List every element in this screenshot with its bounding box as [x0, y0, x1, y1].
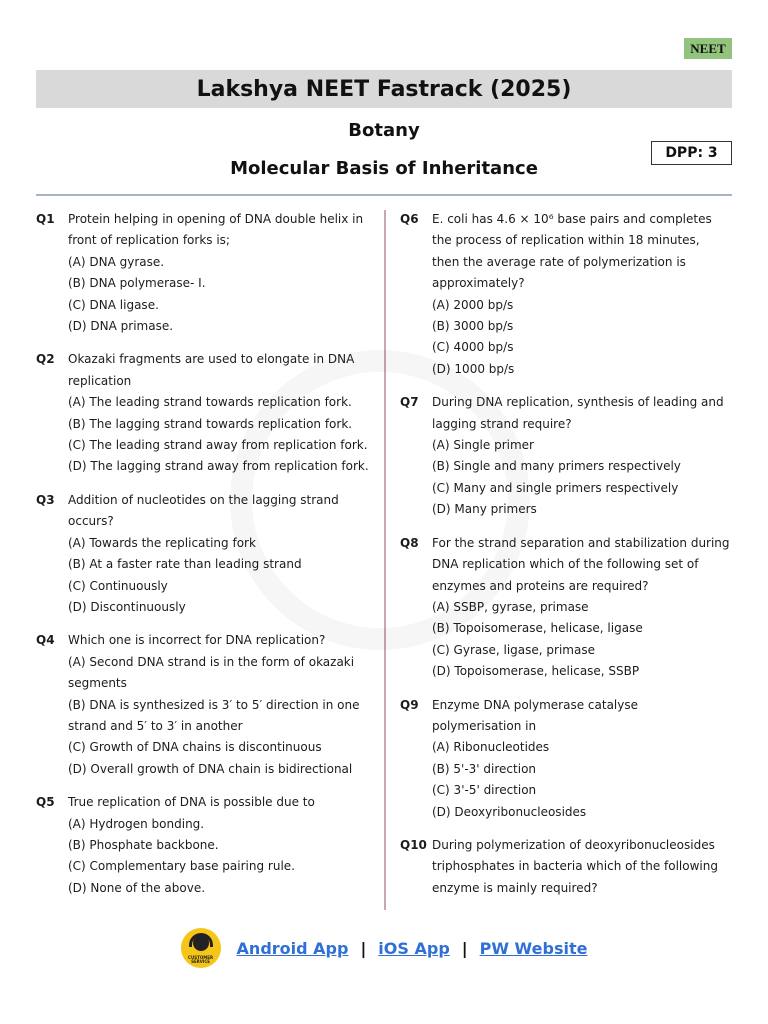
- answer-option: (B) Single and many primers respectively: [432, 459, 681, 474]
- question-q5: [36, 792, 372, 899]
- question-q8: [400, 533, 730, 683]
- chapter-heading: Molecular Basis of Inheritance: [230, 158, 538, 179]
- question-text: Okazaki fragments are used to elongate in DNA replication: [68, 352, 355, 388]
- answer-option: (A) Hydrogen bonding.: [68, 816, 205, 831]
- answer-option: (B) At a faster rate than leading strand: [68, 557, 302, 572]
- question-body: [68, 792, 372, 899]
- question-body: [432, 209, 730, 380]
- answer-option: (B) Phosphate backbone.: [68, 837, 219, 852]
- answer-option: (A) SSBP, gyrase, primase: [432, 599, 589, 614]
- separator: |: [360, 938, 367, 958]
- answer-option: (C) Growth of DNA chains is discontinuous: [68, 740, 322, 755]
- ios-app-link[interactable]: iOS App: [378, 938, 450, 958]
- answer-option: (D) Deoxyribonucleosides: [432, 804, 587, 819]
- answer-option: (D) Overall growth of DNA chain is bidirectional: [68, 761, 353, 776]
- answer-option: (B) DNA polymerase- I.: [68, 276, 206, 291]
- question-number: Q3: [36, 492, 55, 507]
- page-title: Lakshya NEET Fastrack (2025): [36, 70, 732, 108]
- answer-option: (B) DNA is synthesized is 3′ to 5′ direction in one strand and 5′ to 3′ in another: [68, 697, 360, 733]
- answer-option: (C) The leading strand away from replication fork.: [68, 438, 368, 453]
- question-body: [68, 490, 372, 618]
- dpp-box: DPP: 3: [651, 141, 732, 165]
- answer-option: (C) Continuously: [68, 578, 168, 593]
- question-body: [432, 392, 730, 520]
- answer-option: (D) Discontinuously: [68, 599, 186, 614]
- right-column: [400, 209, 730, 911]
- answer-option: (C) Gyrase, ligase, primase: [432, 642, 595, 657]
- question-text: During polymerization of deoxyribonucleosides triphosphates in bacteria which of the following enzyme is mainly required?: [432, 837, 718, 895]
- question-text: Enzyme DNA polymerase catalyse polymerisation in: [432, 697, 638, 733]
- footer-links: [0, 926, 768, 970]
- answer-option: (D) The lagging strand away from replication fork.: [68, 459, 369, 474]
- answer-option: (D) Many primers: [432, 502, 537, 517]
- question-body: [68, 630, 372, 780]
- answer-option: (B) Topoisomerase, helicase, ligase: [432, 621, 643, 636]
- answer-option: (A) Ribonucleotides: [432, 740, 550, 755]
- question-text: Which one is incorrect for DNA replication?: [68, 633, 326, 648]
- header-divider: [36, 194, 732, 196]
- answer-option: (B) 5'-3' direction: [432, 761, 537, 776]
- question-number: Q9: [400, 697, 419, 712]
- question-body: [432, 533, 730, 683]
- question-number: Q2: [36, 352, 55, 367]
- answer-option: (A) Single primer: [432, 438, 534, 453]
- question-q9: [400, 695, 730, 823]
- question-text: True replication of DNA is possible due to: [68, 795, 315, 810]
- question-number: Q10: [400, 837, 427, 852]
- question-number: Q7: [400, 395, 419, 410]
- question-body: [68, 209, 372, 337]
- question-q7: [400, 392, 730, 520]
- answer-option: (D) 1000 bp/s: [432, 361, 515, 376]
- answer-option: (A) 2000 bp/s: [432, 297, 514, 312]
- answer-option: (D) DNA primase.: [68, 319, 174, 334]
- question-q3: [36, 490, 372, 618]
- answer-option: (C) DNA ligase.: [68, 297, 159, 312]
- question-number: Q5: [36, 795, 55, 810]
- answer-option: (D) None of the above.: [68, 880, 206, 895]
- question-body: [432, 835, 730, 899]
- answer-option: (B) 3000 bp/s: [432, 319, 514, 334]
- customer-service-icon[interactable]: [181, 928, 221, 968]
- separator: |: [461, 938, 468, 958]
- question-text: Addition of nucleotides on the lagging strand occurs?: [68, 492, 339, 529]
- question-number: Q1: [36, 212, 55, 226]
- question-text: E. coli has 4.6 × 10⁶ base pairs and completes the process of replication within 18 minutes, then the average rate of polymerization is approximately?: [432, 212, 712, 291]
- answer-option: (D) Topoisomerase, helicase, SSBP: [432, 664, 640, 679]
- question-number: Q4: [36, 633, 55, 648]
- left-column: [36, 209, 372, 911]
- question-number: Q6: [400, 212, 419, 226]
- answer-option: (C) 4000 bp/s: [432, 340, 514, 355]
- customer-service-label: CUSTOMER SERVICE: [188, 955, 214, 964]
- answer-option: (A) The leading strand towards replication fork.: [68, 395, 352, 410]
- question-q4: [36, 630, 372, 780]
- question-body: [432, 695, 730, 823]
- question-q10: [400, 835, 730, 899]
- answer-option: (C) 3'-5' direction: [432, 783, 537, 798]
- answer-option: (C) Many and single primers respectively: [432, 480, 679, 495]
- question-text: Protein helping in opening of DNA double helix in front of replication forks is;: [68, 212, 364, 248]
- answer-option: (A) Second DNA strand is in the form of okazaki segments: [68, 654, 355, 691]
- answer-option: (C) Complementary base pairing rule.: [68, 859, 295, 874]
- exam-badge: NEET: [684, 38, 732, 59]
- question-text: For the strand separation and stabilization during DNA replication which of the following set of enzymes and proteins are required?: [432, 535, 730, 593]
- answer-option: (A) DNA gyrase.: [68, 254, 165, 269]
- answer-option: (B) The lagging strand towards replication fork.: [68, 416, 353, 431]
- question-q6: [400, 209, 730, 380]
- pw-website-link[interactable]: PW Website: [479, 938, 588, 958]
- question-body: [68, 349, 372, 477]
- question-q2: [36, 349, 372, 477]
- question-number: Q8: [400, 535, 419, 550]
- answer-option: (A) Towards the replicating fork: [68, 535, 256, 550]
- question-text: During DNA replication, synthesis of leading and lagging strand require?: [432, 395, 724, 431]
- android-app-link[interactable]: Android App: [236, 938, 349, 958]
- question-q1: [36, 209, 372, 337]
- subject-heading: Botany: [348, 120, 420, 141]
